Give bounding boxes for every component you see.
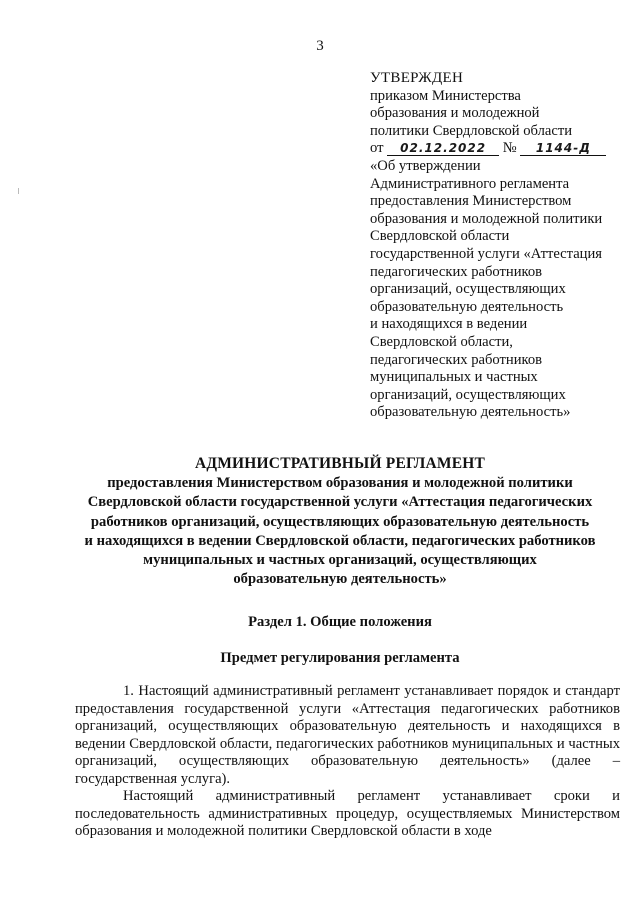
quote-line: образовательную деятельность» — [370, 404, 571, 421]
approval-heading: УТВЕРЖДЕН — [370, 70, 464, 86]
approval-line: политики Свердловской области — [370, 122, 573, 139]
quote-line: Свердловской области — [370, 228, 510, 245]
from-label: от — [370, 140, 384, 157]
title-sub-line: и находящихся в ведении Свердловской области, педагогических работников — [84, 532, 596, 549]
title-sub-line: муниципальных и частных организаций, осуществляющих — [143, 552, 537, 569]
approval-stamp — [370, 70, 630, 422]
number-label: № — [502, 140, 517, 157]
title-sub-line: образовательную деятельность» — [233, 571, 447, 588]
approval-line: образования и молодежной — [370, 105, 540, 122]
quote-line: «Об утверждении — [370, 157, 481, 174]
handwritten-date: 02.12.2022 — [387, 141, 499, 156]
quote-line: предоставления Министерством — [370, 193, 572, 210]
title-sub-line: предоставления Министерством образования и молодежной политики — [107, 475, 573, 491]
page-number: 3 — [316, 38, 324, 54]
title-sub-line: работников организаций, осуществляющих образовательную деятельность — [90, 513, 590, 530]
quote-line: муниципальных и частных — [370, 369, 538, 386]
margin-mark — [18, 188, 19, 194]
title-sub-line: Свердловской области государственной услуги «Аттестация педагогических — [87, 494, 593, 511]
quote-line: педагогических работников — [370, 351, 543, 368]
order-date-number-line — [370, 140, 630, 158]
quote-line: педагогических работников — [370, 263, 543, 280]
paragraph: Настоящий административный регламент устанавливает сроки и последовательность административных процедур, осуществляемых Министерством образования и молодежной политики Свердловской области в ходе — [75, 788, 620, 839]
quote-line: Административного регламента — [370, 175, 570, 192]
quote-line: государственной услуги «Аттестация — [370, 245, 603, 262]
quote-line: и находящихся в ведении — [370, 316, 528, 333]
subsection-heading: Предмет регулирования регламента — [220, 650, 460, 666]
quote-line: Свердловской области, — [370, 333, 513, 350]
title-main: АДМИНИСТРАТИВНЫЙ РЕГЛАМЕНТ — [194, 455, 486, 472]
section-heading: Раздел 1. Общие положения — [248, 614, 432, 630]
quote-line: организаций, осуществляющих — [370, 281, 566, 298]
approval-line: приказом Министерства — [370, 87, 521, 104]
document-title — [60, 454, 620, 590]
quote-line: образования и молодежной политики — [370, 210, 603, 227]
paragraph: 1. Настоящий административный регламент устанавливает порядок и стандарт предоставления государственной услуги «Аттестация педагогических работников организаций, осуществляющих образовательную деятельность и находящихся в ведении Свердловской области, педагогических работников муниципальных и частных организаций, осуществляющих образовательную деятельность» (далее – государственная услуга). — [75, 683, 620, 787]
quote-line: организаций, осуществляющих — [370, 386, 566, 403]
body-text — [75, 683, 620, 841]
handwritten-number: 1144-Д — [520, 141, 606, 156]
quote-line: образовательную деятельность — [370, 298, 564, 315]
